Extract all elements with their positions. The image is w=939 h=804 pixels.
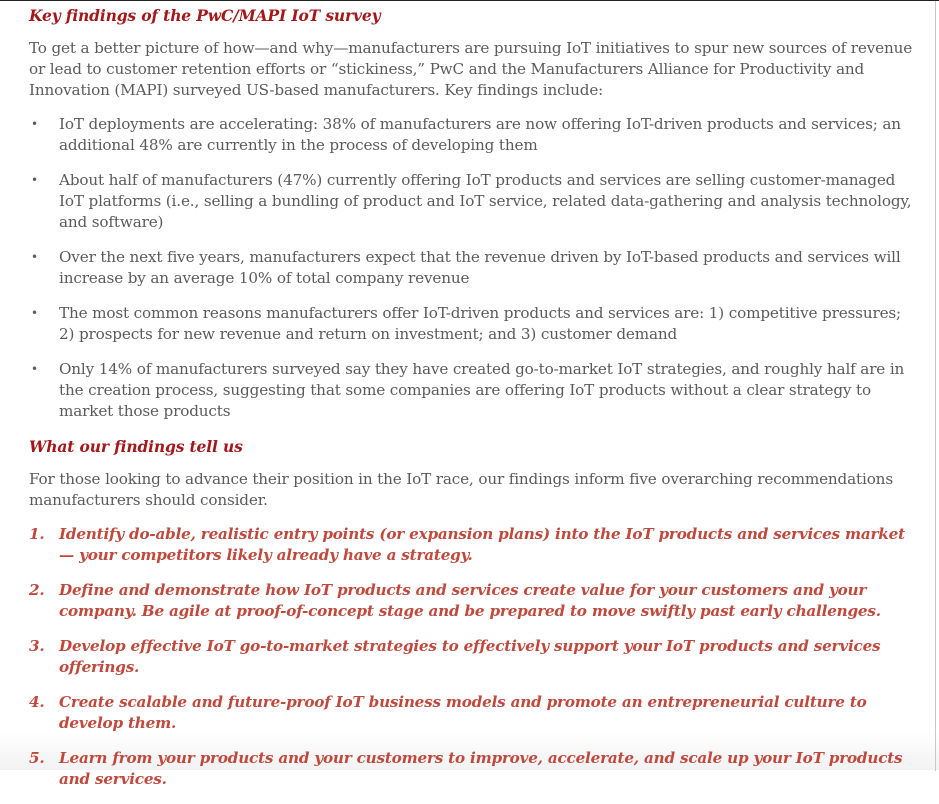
recommendation-item [29, 524, 919, 566]
recommendation-number: 5. [29, 749, 45, 767]
recommendation-number: 4. [29, 693, 45, 711]
finding-item [29, 303, 919, 345]
finding-item [29, 170, 919, 233]
recommendation-number: 2. [29, 581, 45, 599]
finding-item [29, 359, 919, 422]
recommendation-text: Identify do-able, realistic entry points (or expansion plans) into the IoT products and services market— your competitors likely already have a strategy. [59, 525, 905, 564]
recommendation-item [29, 692, 919, 734]
page-edge-rule [935, 1, 936, 771]
recommendation-item [29, 636, 919, 678]
document-content [29, 5, 919, 804]
recommendation-text: Define and demonstrate how IoT products and services create value for your customers and your company. Be agile at proof-of-concept stage and be prepared to move swiftly past early challenges. [59, 581, 881, 620]
bullet-icon: • [31, 173, 38, 187]
finding-text: Over the next five years, manufacturers expect that the revenue driven by IoT-based products and services will increase by an average 10% of total company revenue [59, 248, 901, 287]
finding-item [29, 114, 919, 156]
recommendation-text: Learn from your products and your customers to improve, accelerate, and scale up your IoT products and services. [59, 749, 903, 788]
bullet-icon: • [31, 250, 38, 264]
finding-text: IoT deployments are accelerating: 38% of manufacturers are now offering IoT-driven products and services; an additional 48% are currently in the process of developing them [59, 115, 901, 154]
bullet-icon: • [31, 117, 38, 131]
findings-list [29, 114, 919, 422]
section-heading-key-findings: Key findings of the PwC/MAPI IoT survey [29, 6, 381, 25]
intro-paragraph: To get a better picture of how—and why—manufacturers are pursuing IoT initiatives to spur new sources of revenue or lead to customer retention efforts or “stickiness,” PwC and the Manufacturers Alliance for Productivity and Innovation (MAPI) surveyed US-based manufacturers. Key findings include: [29, 39, 913, 99]
recommendation-number: 1. [29, 525, 45, 543]
bullet-icon: • [31, 306, 38, 320]
recommendation-number: 3. [29, 637, 45, 655]
recommendation-text: Develop effective IoT go-to-market strategies to effectively support your IoT products and services offerings. [59, 637, 881, 676]
section-heading-what-findings-tell: What our findings tell us [29, 437, 243, 456]
bullet-icon: • [31, 362, 38, 376]
recommendations-list [29, 524, 919, 790]
finding-text: The most common reasons manufacturers offer IoT-driven products and services are: 1) competitive pressures; 2) prospects for new revenue and return on investment; and 3) customer demand [59, 304, 902, 343]
recommendations-intro: For those looking to advance their position in the IoT race, our findings inform five overarching recommendations manufacturers should consider. [29, 470, 893, 509]
recommendation-item [29, 748, 919, 790]
finding-text: About half of manufacturers (47%) currently offering IoT products and services are selling customer-managed IoT platforms (i.e., selling a bundling of product and IoT service, related data-gathering and analysis technology, and software) [59, 171, 912, 231]
recommendation-text: Create scalable and future-proof IoT business models and promote an entrepreneurial culture to develop them. [59, 693, 867, 732]
finding-item [29, 247, 919, 289]
finding-text: Only 14% of manufacturers surveyed say they have created go-to-market IoT strategies, and roughly half are in the creation process, suggesting that some companies are offering IoT products without a clear strategy to market those products [59, 360, 905, 420]
recommendation-item [29, 580, 919, 622]
